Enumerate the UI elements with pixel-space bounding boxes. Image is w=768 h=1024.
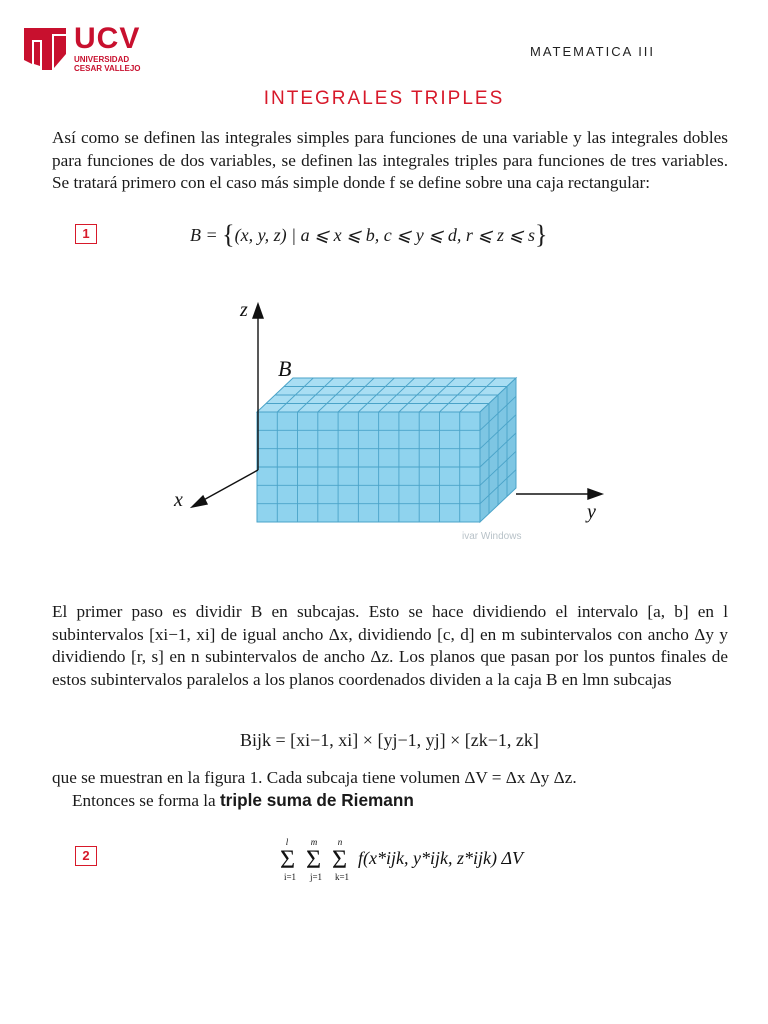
subdivision-paragraph: El primer paso es dividir B en subcajas. Esto se hace dividiendo el intervalo [a, b] en l subintervalos [xi−1, xi] de igual ancho Δx, dividiendo [c, d] en m subintervalos con ancho Δy y dividiendo [r, s] en n subintervalos de ancho Δz. Los planos que pasan por los puntos finales de estos subintervalos paralelos a los planos coordenados dividen a la caja B en lmn subcajas: [52, 602, 728, 689]
riemann-intro-text: Entonces se forma la: [72, 791, 220, 810]
activation-watermark: ivar Windows: [462, 531, 522, 542]
equation-1: B = {(x, y, z) | a ⩽ x ⩽ b, c ⩽ y ⩽ d, r ⩽ z ⩽ s}: [190, 220, 548, 249]
equation-1-body: (x, y, z) | a ⩽ x ⩽ b, c ⩽ y ⩽ d, r ⩽ z ⩽ s: [234, 225, 536, 245]
riemann-intro-paragraph: [72, 789, 748, 813]
box-figure: [160, 290, 620, 560]
logo-ucv-text: UCV: [74, 22, 141, 55]
ucv-logo-emblem: [22, 24, 68, 72]
logo-university-text: [74, 55, 141, 73]
equation-number-1: 1: [75, 224, 97, 244]
volume-paragraph: que se muestran en la figura 1. Cada subcaja tiene volumen ΔV = Δx Δy Δz.: [52, 768, 577, 787]
y-axis-arrow: [588, 489, 602, 499]
riemann-term: triple suma de Riemann: [219, 790, 414, 810]
sum-lower-j: j=1: [309, 872, 323, 882]
x-axis: [200, 470, 258, 502]
subdivided-box: [257, 378, 516, 522]
sum-upper-n: n: [337, 837, 343, 847]
intro-paragraph: Así como se definen las integrales simples para funciones de una variable y las integrales dobles para funciones de dos variables, se definen las integrales triples para funciones de tres variables. Se tratará primero con el caso más simple donde f se define sobre una caja rectangular:: [52, 128, 728, 192]
course-name: MATEMATICA III: [530, 44, 656, 59]
label-y: y: [587, 501, 596, 523]
sum-symbol-1: Σ: [280, 845, 296, 874]
label-b: B: [278, 356, 292, 381]
equation-number-2: 2: [75, 846, 97, 866]
z-axis-arrow: [253, 304, 263, 318]
equation-1-lhs: B =: [190, 225, 223, 245]
x-axis-arrow: [192, 496, 207, 507]
equation-subbox: Bijk = [xi−1, xi] × [yj−1, yj] × [zk−1, zk]: [240, 730, 539, 750]
equation-2-triple-sum: [280, 836, 540, 888]
sum-upper-l: l: [285, 837, 289, 847]
sum-symbol-3: Σ: [332, 845, 348, 874]
label-z: z: [240, 299, 248, 321]
label-x: x: [174, 489, 183, 511]
logo-cesar-vallejo: CESAR VALLEJO: [74, 64, 141, 73]
logo-universidad: UNIVERSIDAD: [74, 55, 130, 64]
sum-lower-k: k=1: [334, 872, 350, 882]
sum-body: f(x*ijk, y*ijk, z*ijk) ΔV: [358, 848, 524, 868]
sum-symbol-2: Σ: [306, 845, 322, 874]
sum-lower-i: i=1: [283, 872, 297, 882]
sum-upper-m: m: [310, 837, 318, 847]
page-title: INTEGRALES TRIPLES: [263, 88, 505, 109]
